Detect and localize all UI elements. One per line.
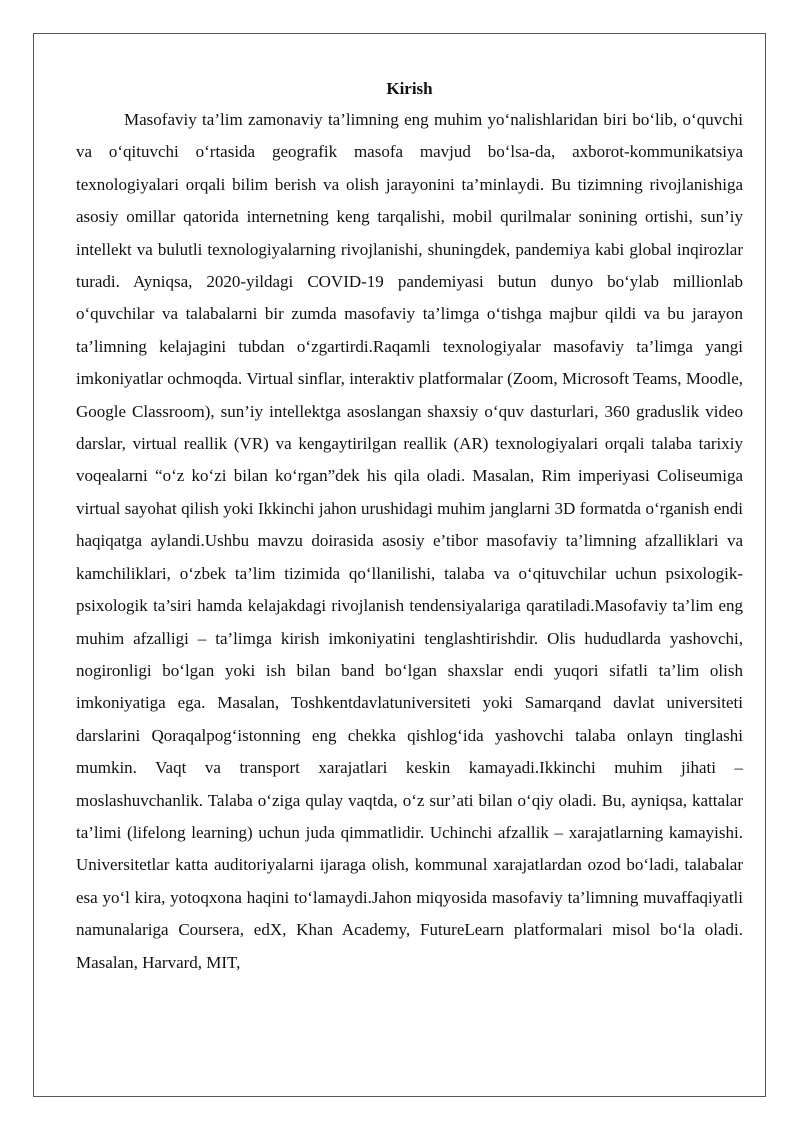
page-title: Kirish: [386, 79, 433, 98]
body-paragraph: Masofaviy ta’lim zamonaviy ta’limning eng muhim yo‘nalishlaridan biri bo‘lib, o‘quvchi va o‘qituvchi o‘rtasida geografik masofa mavjud bo‘lsa-da, axborot-kommunikatsiya texnologiyalari orqali bilim berish va olish jarayonini ta’minlaydi. Bu tizimning rivojlanishiga asosiy omillar qatorida internetning keng tarqalishi, mobil qurilmalar sonining ortishi, sun’iy intellekt va bulutli texnologiyalarning rivojlanishi, shuningdek, pandemiya kabi global inqirozlar turadi. Ayniqsa, 2020-yildagi COVID-19 pandemiyasi butun dunyo bo‘ylab millionlab o‘quvchilar va talabalarni bir zumda masofaviy ta’limga o‘tishga majbur qildi va bu jarayon ta’limning kelajagini tubdan o‘zgartirdi.Raqamli texnologiyalar masofaviy ta’limga yangi imkoniyatlar ochmoqda. Virtual sinflar, interaktiv platformalar (Zoom, Microsoft Teams, Moodle, Google Classroom), sun’iy intellektga asoslangan shaxsiy o‘quv dasturlari, 360 graduslik video darslar, virtual reallik (VR) va kengaytirilgan reallik (AR) texnologiyalari orqali talaba tarixiy voqealarni “o‘z ko‘zi bilan ko‘rgan”dek his qila oladi. Masalan, Rim imperiyasi Coliseumiga virtual sayohat qilish yoki Ikkinchi jahon urushidagi muhim janglarni 3D formatda o‘rganish endi haqiqatga aylandi.Ushbu mavzu doirasida asosiy e’tibor masofaviy ta’limning afzalliklari va kamchiliklari, o‘zbek ta’lim tizimida qo‘llanilishi, talaba va o‘qituvchilar uchun psixologik-psixologik ta’siri hamda kelajakdagi rivojlanish tendensiyalariga qaratiladi.Masofaviy ta’lim eng muhim afzalligi – ta’limga kirish imkoniyatini tenglashtirishdir. Olis hududlarda yashovchi, nogironligi bo‘lgan yoki ish bilan band bo‘lgan shaxslar endi yuqori sifatli ta’lim olish imkoniyatiga ega. Masalan, Toshkentdavlatuniversiteti yoki Samarqand davlat universiteti darslarini Qoraqalpog‘istonning eng chekka qishlog‘ida yashovchi talaba onlayn tinglashi mumkin. Vaqt va transport xarajatlari keskin kamayadi.Ikkinchi muhim jihati – moslashuvchanlik. Talaba o‘ziga qulay vaqtda, o‘z sur’ati bilan o‘qiy oladi. Bu, ayniqsa, kattalar ta’limi (lifelong learning) uchun juda qimmatlidir. Uchinchi afzallik – xarajatlarning kamayishi. Universitetlar katta auditoriyalarni ijaraga olish, kommunal xarajatlardan ozod bo‘ladi, talabalar esa yo‘l kira, yotoqxona haqini to‘lamaydi.Jahon miqyosida masofaviy ta’limning muvaffaqiyatli namunalariga Coursera, edX, Khan Academy, FutureLearn platformalari misol bo‘la oladi. Masalan, Harvard, MIT,: [76, 110, 743, 972]
document-body: [76, 74, 743, 979]
page-border: [33, 33, 766, 1097]
